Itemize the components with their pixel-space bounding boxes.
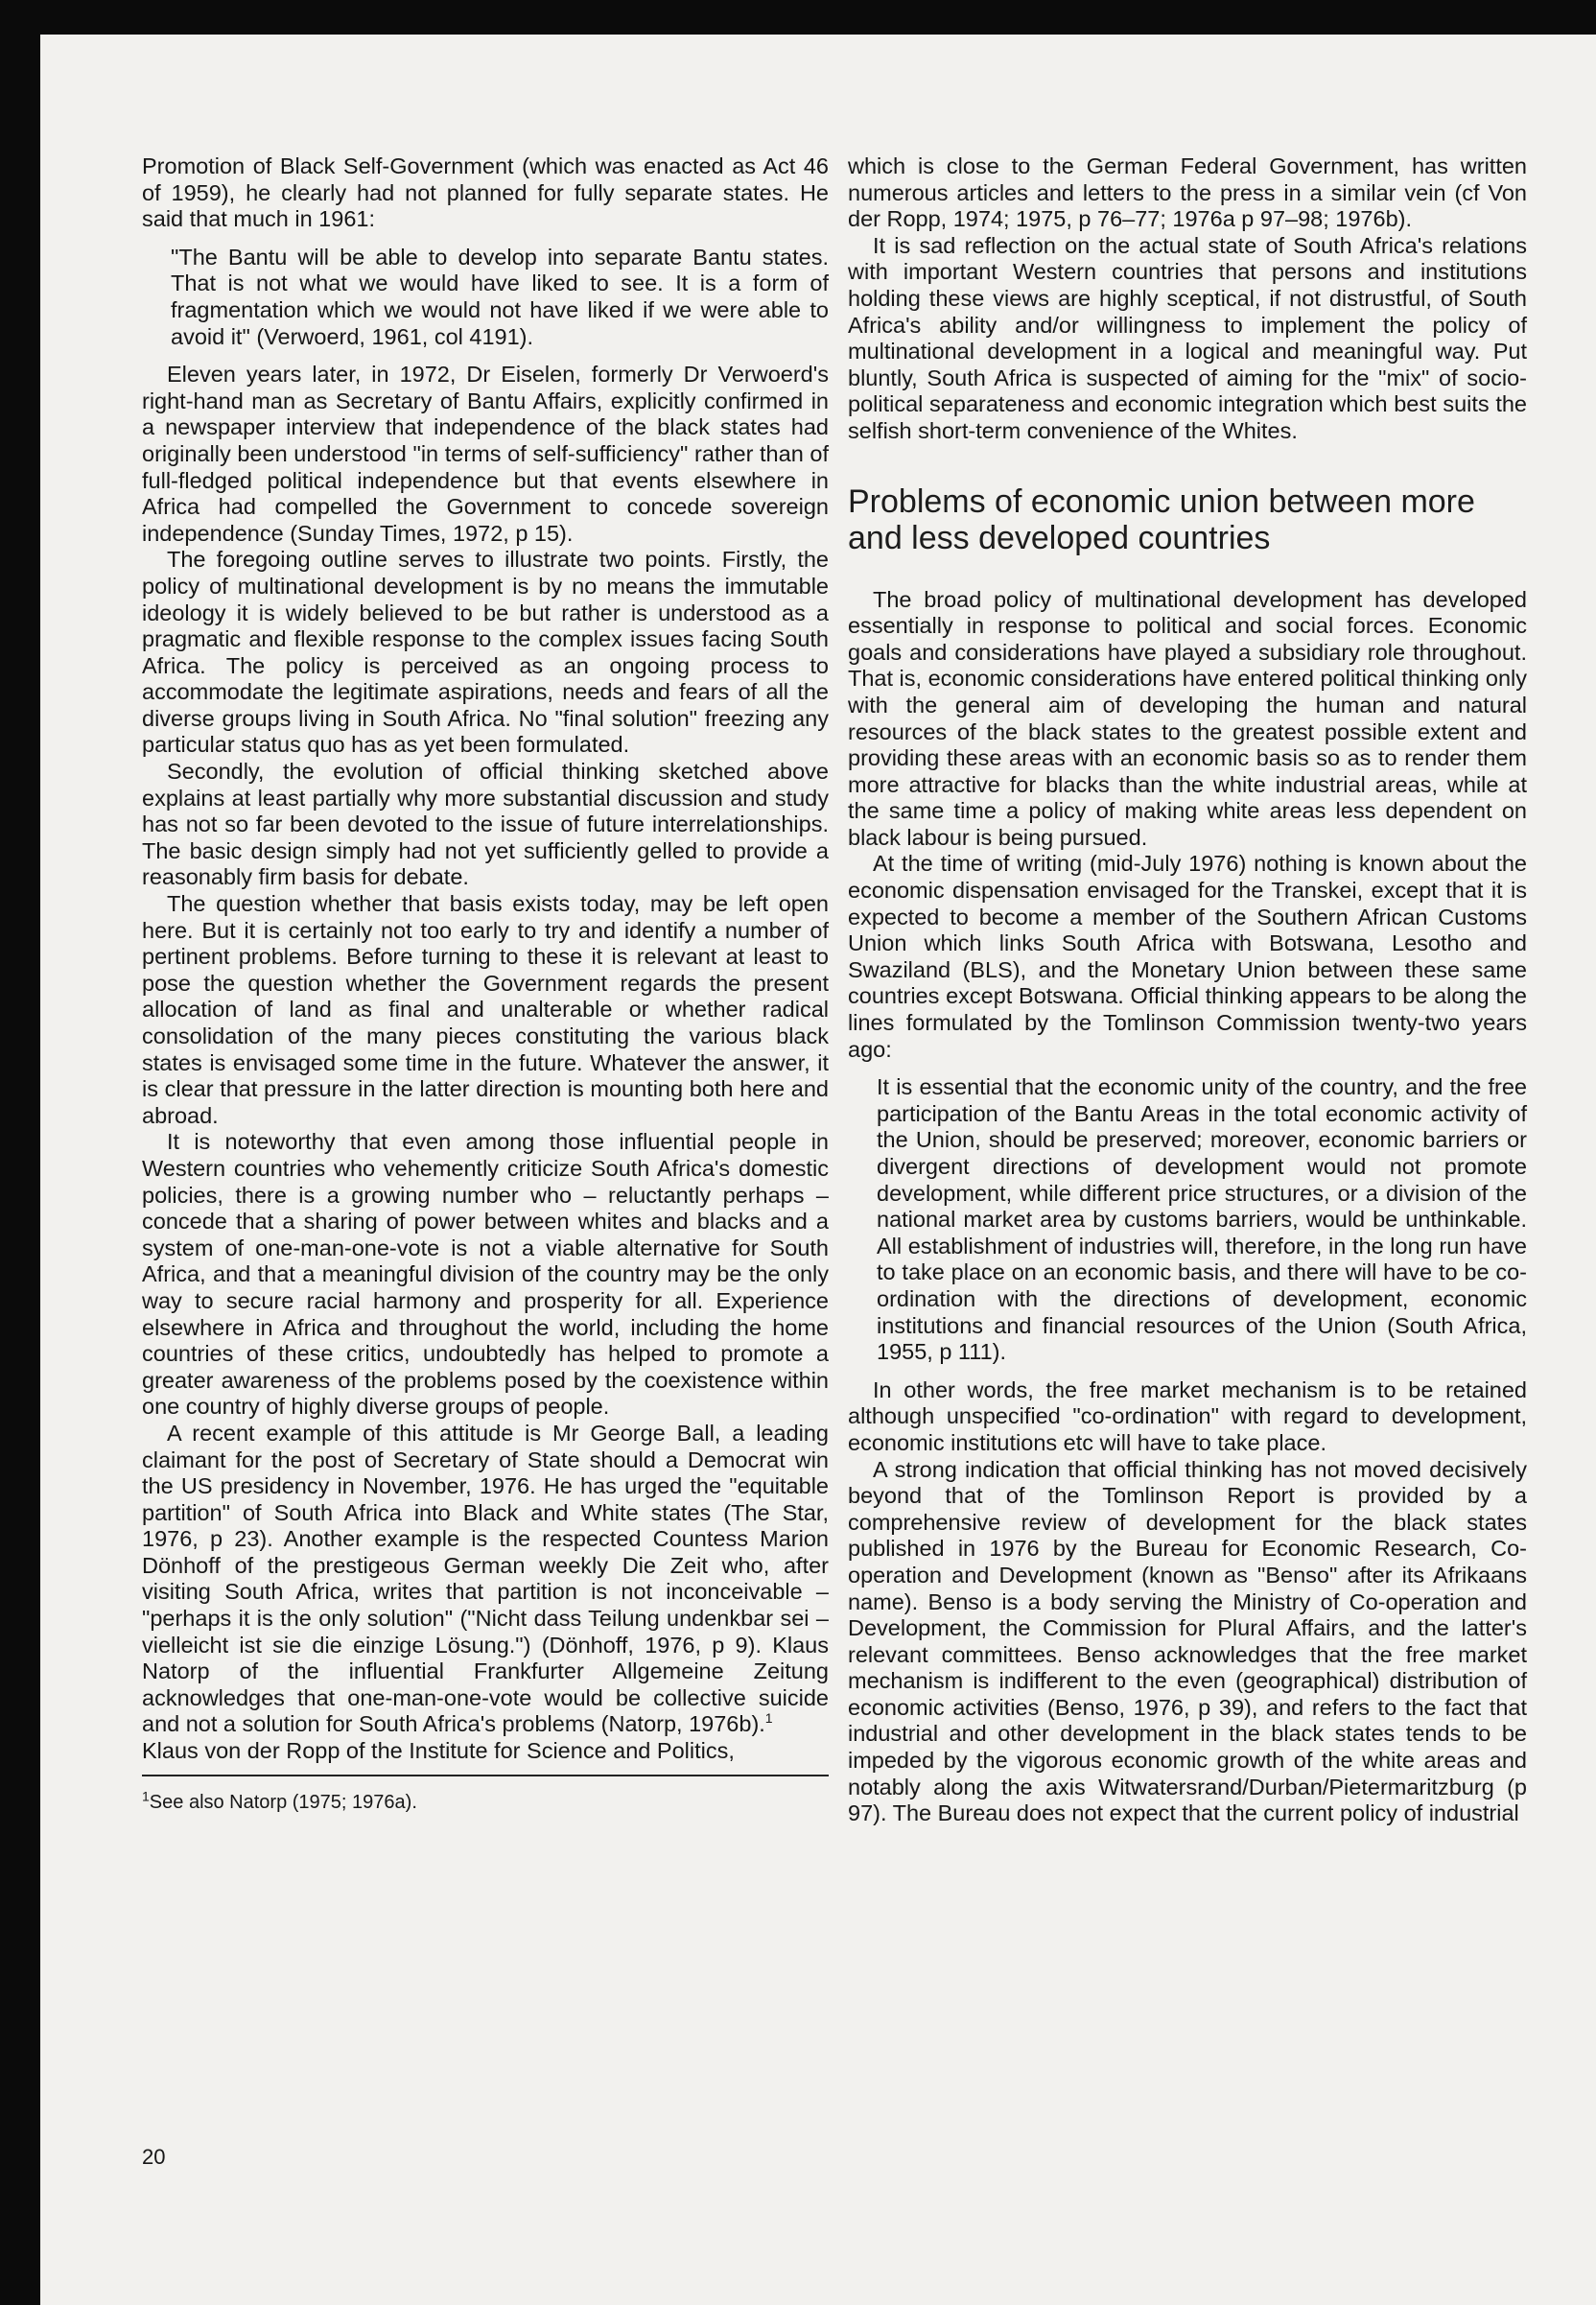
document-page xyxy=(40,35,1596,2305)
paragraph: A strong indication that official thinking has not moved decisively beyond that of the Tomlinson Report is provided by a comprehensive review of development for the black states published in 1976 by the Bureau for Economic Research, Co-operation and Development (known as "Benso" after its Afrikaans name). Benso is a body serving the Ministry of Co-operation and Development, the Commission for Plural Affairs, and the latter's relevant committees. Benso acknowledges that the free market mechanism is indifferent to the even (geographical) distribution of economic activities (Benso, 1976, p 39), and refers to the fact that industrial and other development in the black states tends to be impeded by the vigorous economic growth of the white areas and notably along the axis Witwatersrand/Durban/Pietermaritzburg (p 97). The Bureau does not expect that the current policy of industrial xyxy=(848,1456,1527,1826)
footnote-reference: 1 xyxy=(764,1710,773,1727)
paragraph-text: A recent example of this attitude is Mr George Ball, a leading claimant for the post of Secretary of State should a Democrat win the US presidency in November, 1976. He has urged the "equitable partition" of South Africa into Black and White states (The Star, 1976, p 23). Another example is the respected Countess Marion Dönhoff of the prestigeous German weekly Die Zeit who, after visiting South Africa, writes that partition is not inconceivable – "perhaps it is the only solution" ("Nicht dass Teilung undenkbar sei – vielleicht ist sie die einzige Lösung.") (Dönhoff, 1976, p 9). Klaus Natorp of the influential Frankfurter Allgemeine Zeitung acknowledges that one-man-one-vote would be collective suicide and not a solution for South Africa's problems (Natorp, 1976b). xyxy=(142,1420,829,1737)
footnote-text: See also Natorp (1975; 1976a). xyxy=(149,1791,417,1813)
left-column xyxy=(142,153,829,1815)
footnote-marker: 1 xyxy=(142,1787,150,1803)
paragraph: Secondly, the evolution of official thinking sketched above explains at least partially why more substantial discussion and study has not so far been devoted to the issue of future interrelationships. The basic design simply had not yet sufficiently gelled to provide a reasonably firm basis for debate. xyxy=(142,759,829,890)
paragraph: Promotion of Black Self-Government (which was enacted as Act 46 of 1959), he clearly had not planned for fully separate states. He said that much in 1961: xyxy=(142,153,829,232)
paragraph: The foregoing outline serves to illustrate two points. Firstly, the policy of multinational development is by no means the immutable ideology it is widely believed to be but rather is understood as a pragmatic and flexible response to the complex issues facing South Africa. The policy is perceived as an ongoing process to accommodate the legitimate aspirations, needs and fears of all the diverse groups living in South Africa. No "final solution" freezing any particular status quo has as yet been formulated. xyxy=(142,547,829,758)
paragraph: The broad policy of multinational development has developed essentially in response to political and social forces. Economic goals and considerations have played a subsidiary role throughout. That is, economic considerations have entered political thinking only with the general aim of developing the human and natural resources of the black states to the greatest possible extent and providing these areas with an economic basis so as to render them more attractive for blacks than the white industrial areas, while at the same time a policy of making white areas less dependent on black labour is being pursued. xyxy=(848,586,1528,850)
paragraph: Klaus von der Ropp of the Institute for Science and Politics, xyxy=(142,1738,735,1764)
section-heading: Problems of economic union between more and less developed countries xyxy=(848,482,1475,556)
paragraph-with-footnote xyxy=(142,1421,829,1738)
block-quote: It is essential that the economic unity of the country, and the free participation of the Bantu Areas in the total economic activity of the Union, should be preserved; moreover, economic barriers or divergent directions of development would not promote development, while different price structures, or a division of the national market area by customs barriers, would be unthinkable. All establishment of industries will, therefore, in the long run have to take place on an economic basis, and there will have to be co-ordination with the directions of development, economic institutions and financial resources of the Union (South Africa, 1955, p 111). xyxy=(877,1074,1527,1365)
footnote xyxy=(142,1787,829,1815)
page-number: 20 xyxy=(142,2145,166,2169)
paragraph: It is sad reflection on the actual state of South Africa's relations with important Western countries that persons and institutions holding these views are highly sceptical, if not distrustful, of South Africa's ability and/or willingness to implement the policy of multinational development in a logical and meaningful way. Put bluntly, South Africa is suspected of aiming for the "mix" of socio-political separateness and economic integration which best suits the selfish short-term convenience of the Whites. xyxy=(848,232,1527,443)
paragraph: At the time of writing (mid-July 1976) nothing is known about the economic dispensation envisaged for the Transkei, except that it is expected to become a member of the Southern African Customs Union which links South Africa with Botswana, Lesotho and Swaziland (BLS), and the Monetary Union between these same countries except Botswana. Official thinking appears to be along the lines formulated by the Tomlinson Commission twenty-two years ago: xyxy=(848,851,1527,1062)
paragraph: The question whether that basis exists today, may be left open here. But it is certainly not too early to try and identify a number of pertinent problems. Before turning to these it is relevant at least to pose the question whether the Government regards the present allocation of land as final and unalterable or whether radical consolidation of the many pieces constituting the various black states is envisaged some time in the future. Whatever the answer, it is clear that pressure in the latter direction is mounting both here and abroad. xyxy=(142,891,829,1128)
footnote-divider xyxy=(142,1775,829,1776)
paragraph: It is noteworthy that even among those influential people in Western countries who vehemently criticize South Africa's domestic policies, there is a growing number who – reluctantly perhaps – concede that a sharing of power between whites and blacks and a system of one-man-one-vote is not a viable alternative for South Africa, and that a meaningful division of the country may be the only way to secure racial harmony and prosperity for all. Experience elsewhere in Africa and throughout the world, including the home countries of these critics, undoubtedly has helped to promote a greater awareness of the problems posed by the coexistence within one country of highly diverse groups of people. xyxy=(142,1129,829,1420)
block-quote: "The Bantu will be able to develop into separate Bantu states. That is not what we would have liked to see. It is a form of fragmentation which we would not have liked if we were able to avoid it" (Verwoerd, 1961, col 4191). xyxy=(171,244,829,349)
right-column xyxy=(848,153,1527,1827)
paragraph: Eleven years later, in 1972, Dr Eiselen, formerly Dr Verwoerd's right-hand man as Secretary of Bantu Affairs, explicitly confirmed in a newspaper interview that independence of the black states had originally been understood "in terms of self-sufficiency" rather than of full-fledged political independence but that events elsewhere in Africa had compelled the Government to concede sovereign independence (Sunday Times, 1972, p 15). xyxy=(142,362,829,546)
paragraph: In other words, the free market mechanism is to be retained although unspecified "co-ordination" with regard to development, economic institutions etc will have to take place. xyxy=(848,1376,1527,1455)
paragraph: which is close to the German Federal Government, has written numerous articles and letters to the press in a similar vein (cf Von der Ropp, 1974; 1975, p 76–77; 1976a p 97–98; 1976b). xyxy=(848,153,1527,232)
